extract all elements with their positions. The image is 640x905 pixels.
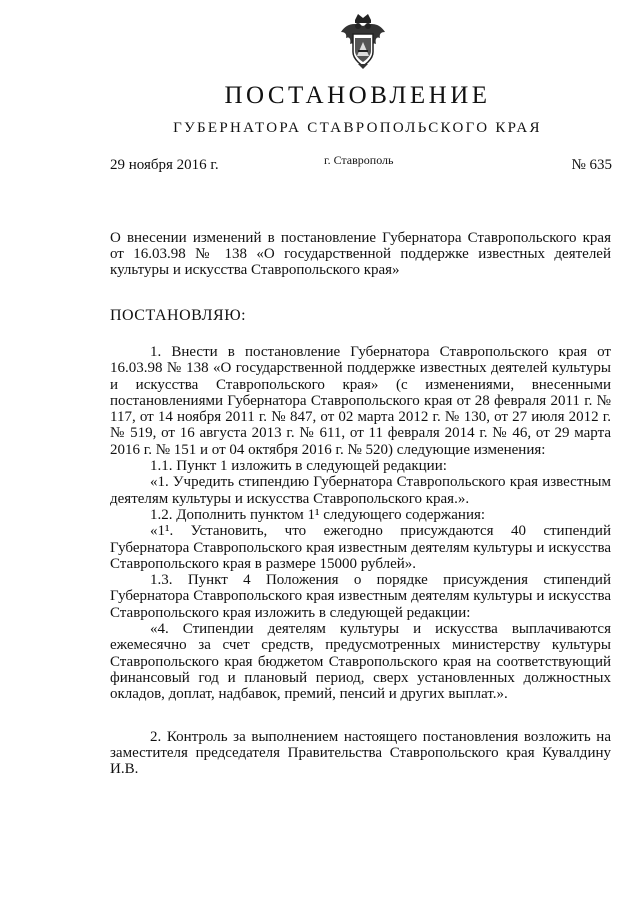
paragraph-1-1: 1.1. Пункт 1 изложить в следующей редакции: [150,458,447,475]
document-body [110,344,611,777]
issuer-subtitle: ГУБЕРНАТОРА СТАВРОПОЛЬСКОГО КРАЯ [173,120,542,136]
decree-word: ПОСТАНОВЛЯЮ: [110,307,247,324]
document-date: 29 ноября 2016 г. [110,157,219,173]
document-subject: О внесении изменений в постановление Губернатора Ставропольского края от 16.03.98 № 138 «О государственной поддержке известных деятелей культуры и искусства Ставропольского края» [110,230,611,278]
paragraph-1-1-quote: «1. Учредить стипендию Губернатора Ставропольского края известным деятелям культуры и искусства Ставропольского края.». [110,474,611,507]
document-number: № 635 [571,157,612,173]
document-title-heading: ПОСТАНОВЛЕНИЕ [224,82,491,109]
document-city: г. Ставрополь [324,153,394,167]
paragraph-1-2: 1.2. Дополнить пунктом 1¹ следующего содержания: [150,506,486,523]
paragraph-1-3: 1.3. Пункт 4 Положения о порядке присуждения стипендий Губернатора Ставропольского края известным деятелям культуры и искусства Ставропольского края изложить в следующей редакции: [110,572,611,621]
paragraph-1-2-quote: «1¹. Установить, что ежегодно присуждаются 40 стипендий Губернатора Ставропольского края известным деятелям культуры и искусства Ставропольского края в размере 15000 рублей». [110,523,611,572]
paragraph-1-3-quote: «4. Стипендии деятелям культуры и искусства выплачиваются ежемесячно за счет средств, предусмотренных министерству культуры Ставропольского края бюджетом Ставропольского края на соответствующий финансовый год и плановый период, сверх установленных должностных окладов, доплат, надбавок, премий, пенсий и других выплат.». [110,621,611,703]
coat-of-arms-icon [338,12,388,70]
paragraph-2: 2. Контроль за выполнением настоящего постановления возложить на заместителя председателя Правительства Ставропольского края Кувалдину И.В. [110,728,611,778]
paragraph-1: 1. Внести в постановление Губернатора Ставропольского края от 16.03.98 № 138 «О государственной поддержке известных деятелей культуры и искусства Ставропольского края» (с изменениями, внесенными постановлениями Губернатора Ставропольского края от 28 февраля 2011 г. № 117, от 14 ноября 2011 г. № 847, от 02 марта 2012 г. № 130, от 27 июля 2012 г. № 519, от 16 августа 2013 г. № 611, от 11 февраля 2014 г. № 46, от 29 марта 2016 г. № 151 и от 04 октября 2016 г. № 520) следующие изменения: [110,344,611,458]
